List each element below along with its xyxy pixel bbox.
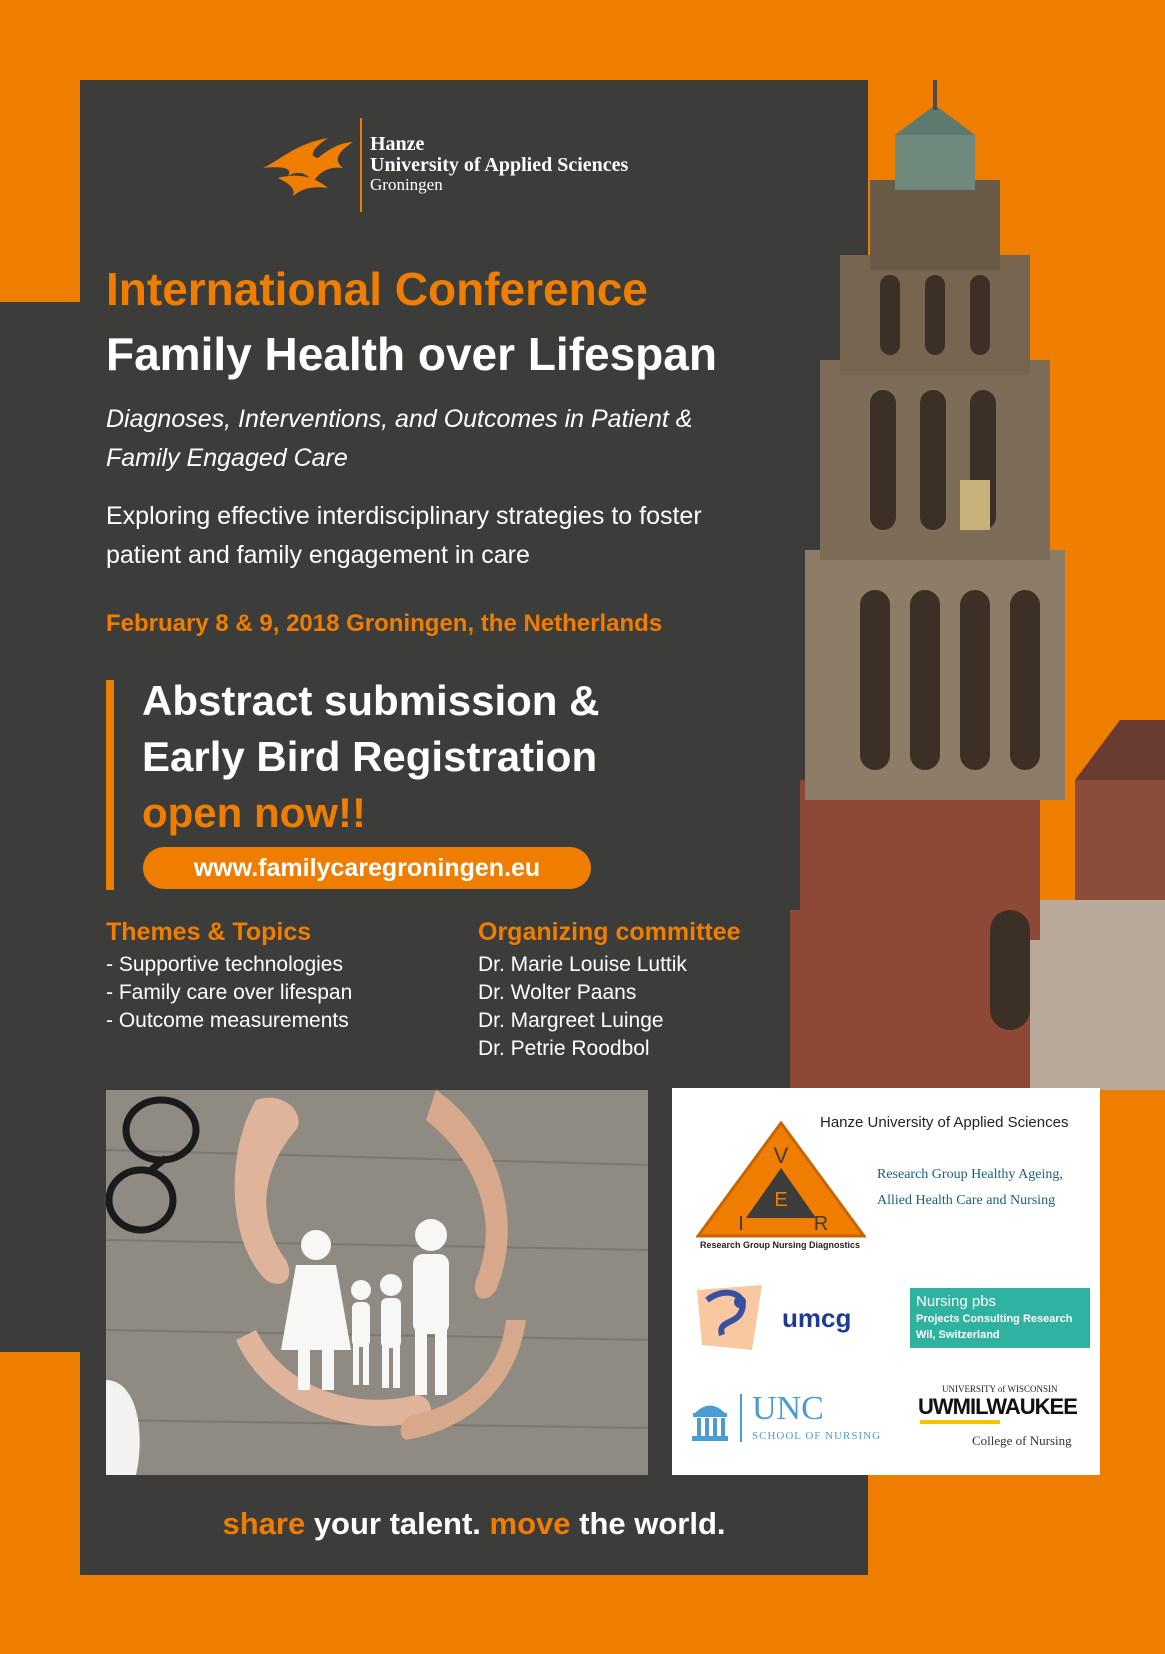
umcg-emblem-icon xyxy=(692,1280,767,1355)
nursing-pbs-line-1: Nursing pbs xyxy=(916,1293,997,1310)
vier-letter-r: R xyxy=(813,1213,829,1235)
hanze-logo xyxy=(258,118,758,213)
tagline-talent: your talent. xyxy=(305,1506,481,1541)
uwm-stripe xyxy=(920,1420,1000,1424)
tagline-move: move xyxy=(480,1506,571,1541)
vier-letter-i: I xyxy=(738,1213,744,1235)
logo-line-3: Groningen xyxy=(370,175,443,194)
partner-logos-panel xyxy=(672,1088,1100,1475)
themes-heading: Themes & Topics xyxy=(106,918,312,946)
nursing-pbs-line-2: Projects Consulting Research xyxy=(916,1313,1073,1325)
hanze-partner-name: Hanze University of Applied Sciences xyxy=(820,1114,1069,1131)
committee-member: Dr. Wolter Paans xyxy=(478,981,637,1004)
unc-divider xyxy=(740,1394,742,1442)
flame-logo-icon xyxy=(258,128,358,208)
committee-heading: Organizing committee xyxy=(478,918,741,946)
uwm-logo: UWMILWAUKEE xyxy=(918,1394,1077,1419)
research-group-line-2: Allied Health Care and Nursing xyxy=(877,1193,1056,1208)
nursing-pbs-logo xyxy=(910,1288,1090,1348)
vier-letter-v: V xyxy=(773,1143,789,1168)
subtitle-line-1: Diagnoses, Interventions, and Outcomes in Patient & xyxy=(106,405,693,433)
cta-line-3: open now!! xyxy=(142,789,366,836)
left-dark-band xyxy=(0,302,90,1352)
conference-title: International Conference xyxy=(106,263,648,315)
subtitle-line-2: Family Engaged Care xyxy=(106,444,348,472)
cta-accent-bar xyxy=(106,680,114,890)
cta-line-2: Early Bird Registration xyxy=(142,733,598,780)
research-group-text xyxy=(877,1162,1063,1214)
conference-subtitle xyxy=(106,400,786,478)
committee-section xyxy=(478,918,741,1063)
conference-description xyxy=(106,497,806,575)
research-group-line-1: Research Group Healthy Ageing, xyxy=(877,1167,1063,1182)
martini-tower-image xyxy=(790,80,1165,1090)
committee-member: Dr. Marie Louise Luttik xyxy=(478,953,687,976)
vier-caption: Research Group Nursing Diagnostics xyxy=(700,1240,861,1250)
logo-line-1: Hanze xyxy=(370,133,425,155)
committee-member: Dr. Petrie Roodbol xyxy=(478,1037,650,1060)
theme-item: - Supportive technologies xyxy=(106,953,343,976)
logo-line-2: University of Applied Sciences xyxy=(370,154,629,176)
logo-divider xyxy=(360,118,362,212)
committee-member: Dr. Margreet Luinge xyxy=(478,1009,664,1032)
description-line-1: Exploring effective interdisciplinary strategies to foster xyxy=(106,502,702,530)
unc-logo: UNC xyxy=(752,1390,824,1427)
tagline-world: the world. xyxy=(570,1506,726,1541)
themes-section xyxy=(106,918,352,1035)
nursing-pbs-line-3: Wil, Switzerland xyxy=(916,1329,1000,1341)
tagline xyxy=(80,1506,868,1542)
unc-subtitle: SCHOOL OF NURSING xyxy=(752,1430,882,1442)
uwm-college: College of Nursing xyxy=(972,1433,1072,1448)
tagline-share: share xyxy=(222,1506,306,1541)
conference-theme: Family Health over Lifespan xyxy=(106,328,717,380)
description-line-2: patient and family engagement in care xyxy=(106,541,530,569)
vier-letter-e: E xyxy=(774,1189,788,1211)
uwm-university: UNIVERSITY of WISCONSIN xyxy=(942,1384,1058,1394)
date-location: February 8 & 9, 2018 Groningen, the Netherlands xyxy=(106,610,663,637)
website-link[interactable]: www.familycaregroningen.eu xyxy=(143,847,591,889)
unc-building-icon xyxy=(690,1398,730,1443)
cta-line-1: Abstract submission & xyxy=(142,677,600,724)
theme-item: - Family care over lifespan xyxy=(106,981,353,1004)
vier-triangle-logo xyxy=(696,1118,866,1243)
theme-item: - Outcome measurements xyxy=(106,1009,349,1032)
family-hands-photo xyxy=(106,1090,648,1475)
umcg-logo: umcg xyxy=(782,1303,852,1333)
